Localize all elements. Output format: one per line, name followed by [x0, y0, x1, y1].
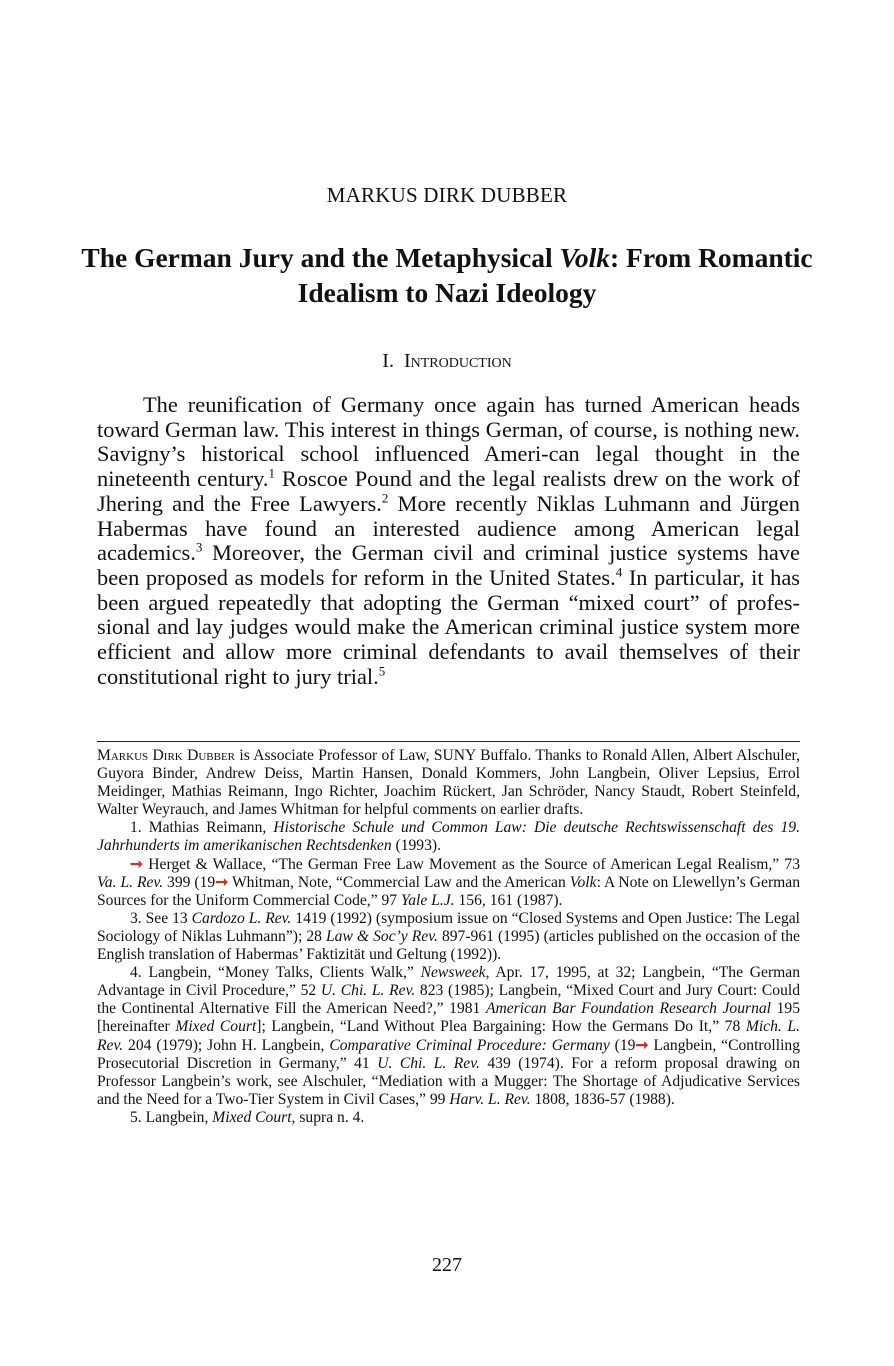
fn4-italic-4: Mixed Court [175, 1018, 257, 1036]
fn2-italic-3: Yale L.J. [401, 891, 455, 909]
fn3-italic-2: Law & Soc’y Rev. [326, 927, 438, 945]
arrow-icon[interactable]: ➞ [130, 855, 144, 873]
fn4-italic-6: Comparative Criminal Procedure: Germany [329, 1036, 610, 1054]
footnote-ref-2[interactable]: 2 [381, 490, 389, 506]
fn2-text-5: 156, 161 (1987). [454, 891, 563, 909]
fn4-text: 4. Langbein, “Money Talks, Clients Walk,” [130, 964, 421, 982]
fn2-italic-2: Volk [569, 873, 597, 891]
fn3-text: 3. See 13 [130, 909, 192, 927]
fn2-text: Herget & Wallace, “The German Free Law Movement as the Source of American Legal Realism,” 73 [143, 855, 800, 873]
footnote-ref-4[interactable]: 4 [615, 564, 623, 580]
footnote-3 [97, 910, 800, 964]
fn5-italic: Mixed Court [212, 1108, 292, 1126]
fn3-text-2: 1419 (1992) (symposium issue on “Closed Systems and Open Justice: The Legal Sociology of Niklas Luhmann”); 28 [97, 909, 801, 945]
body-sentence-2: Roscoe Pound and the legal realists drew on the work of Jhering and the Free Lawyers. [97, 466, 801, 516]
fn1-text: 1. Mathias Reimann, [130, 819, 274, 837]
fn5-text-2: , supra n. 4. [291, 1108, 365, 1126]
footnote-5 [97, 1109, 800, 1127]
footnote-ref-1[interactable]: 1 [268, 465, 275, 481]
fn4-italic-3: American Bar Foundation Research Journal [485, 1000, 772, 1018]
fn4-italic-7: U. Chi. L. Rev. [377, 1054, 480, 1072]
fn4-text-9: 439 (1974). For a reform proposal drawing on Professor Langbein’s work, see Alschuler, “Mediation with a Mugger: The Shortage of Adjudicative Services and the Need for a Two-Tier System in Civil Cases,” 99 [97, 1054, 801, 1108]
fn4-italic-5: Mich. L. Rev. [97, 1018, 800, 1054]
author-heading: MARKUS DIRK DUBBER [326, 183, 568, 207]
title-italic-volk: Volk [559, 242, 610, 273]
title-part-2: : From Romantic Idealism to Nazi Ideology [297, 242, 813, 308]
section-title: Introduction [403, 350, 512, 372]
fn1-italic: Historische Schule und Common Law: Die deutsche Rechtswissenschaft des 19. Jahrhunderts im amerikanischen Rechtsdenken [97, 819, 801, 855]
fn3-italic: Cardozo L. Rev. [191, 909, 292, 927]
page-number: 227 [432, 1254, 462, 1276]
body-sentence-5: In particular, it has been argued repeatedly that adopting the German “mixed court” of professional and lay judges would make the American criminal justice system more efficient and allow more criminal defendants to avail themselves of their constitutional right to jury trial. [97, 564, 800, 689]
fn4-text-7: (19 [609, 1036, 636, 1054]
footnote-divider [97, 741, 800, 742]
footnotes [97, 747, 800, 1127]
footnote-ref-5[interactable]: 5 [378, 663, 386, 679]
fn4-italic-2: U. Chi. L. Rev. [320, 982, 416, 1000]
body-sentence-3: More recently Niklas Luhmann and Jürgen Habermas have found an interested audience among American legal academics. [97, 490, 800, 566]
fn4-text-5: ]; Langbein, “Land Without Plea Bargaining: How the Germans Do It,” 78 [256, 1018, 746, 1036]
fn3-text-3: 897-961 (1995) (articles published on the occasion of the English translation of Habermas’ Faktizität und Geltung (1992)). [97, 927, 800, 964]
fn2-text-4: : A Note on Llewellyn’s German Sources for the Uniform Commercial Code,” 97 [97, 873, 800, 909]
fn2-text-3: Whitman, Note, “Commercial Law and the American [228, 873, 570, 891]
arrow-icon[interactable]: ➞ [635, 1036, 649, 1054]
footnote-1 [97, 819, 800, 855]
fn4-text-3: 823 (1985); Langbein, “Mixed Court and Jury Court: Could the Continental Alternative Fill the American Need?,” 1981 [97, 982, 800, 1018]
footnote-2 [97, 856, 800, 910]
fn2-text-2: 399 (19 [163, 873, 216, 891]
footnote-author-text: is Associate Professor of Law, SUNY Buffalo. Thanks to Ronald Allen, Albert Alschuler, Guyora Binder, Andrew Deiss, Martin Hansen, Donald Kommers, John Langbein, Oliver Lepsius, Errol Meidinger, Mathias Reimann, Ingo Richter, Joachim Rückert, Jan Schröder, Nancy Staudt, Robert Steinfeld, Walter Weyrauch, and James Whitman for helpful comments on earlier drafts. [97, 747, 801, 819]
section-heading [0, 350, 894, 373]
footnote-author [97, 747, 800, 819]
title-part-1: The German Jury and the Metaphysical [81, 242, 560, 273]
fn4-text-6: 204 (1979); John H. Langbein, [123, 1036, 330, 1054]
arrow-icon[interactable]: ➞ [215, 873, 229, 891]
article-title [60, 240, 834, 310]
footnote-4 [97, 964, 800, 1109]
fn2-italic: Va. L. Rev. [97, 873, 164, 891]
fn5-text: 5. Langbein, [130, 1108, 213, 1126]
fn4-text-2: , Apr. 17, 1995, at 32; Langbein, “The German Advantage in Civil Procedure,” 52 [97, 964, 800, 1000]
footnote-ref-3[interactable]: 3 [195, 539, 203, 555]
footnote-author-name: Markus Dirk Dubber [97, 747, 236, 764]
body-paragraph [97, 393, 800, 689]
fn4-italic: Newsweek [420, 964, 486, 982]
body-sentence-1: The reunification of Germany once again has turned American heads toward German law. This interest in things German, of course, is nothing new. Savigny’s historical school influenced Ameri-can legal thought in the nineteenth century. [97, 392, 800, 492]
body-text [97, 393, 800, 689]
fn4-text-10: 1808, 1836-57 (1988). [530, 1090, 675, 1108]
body-sentence-4: Moreover, the German civil and criminal justice systems have been proposed as models for reform in the United States. [97, 540, 800, 590]
fn4-italic-8: Harv. L. Rev. [449, 1090, 531, 1108]
fn4-text-4: 195 [hereinafter [97, 1000, 800, 1036]
section-number: I. [382, 350, 394, 372]
fn1-text-end: (1993). [391, 837, 441, 855]
fn4-text-8: Langbein, “Controlling Prosecutorial Discretion in Germany,” 41 [97, 1036, 801, 1072]
